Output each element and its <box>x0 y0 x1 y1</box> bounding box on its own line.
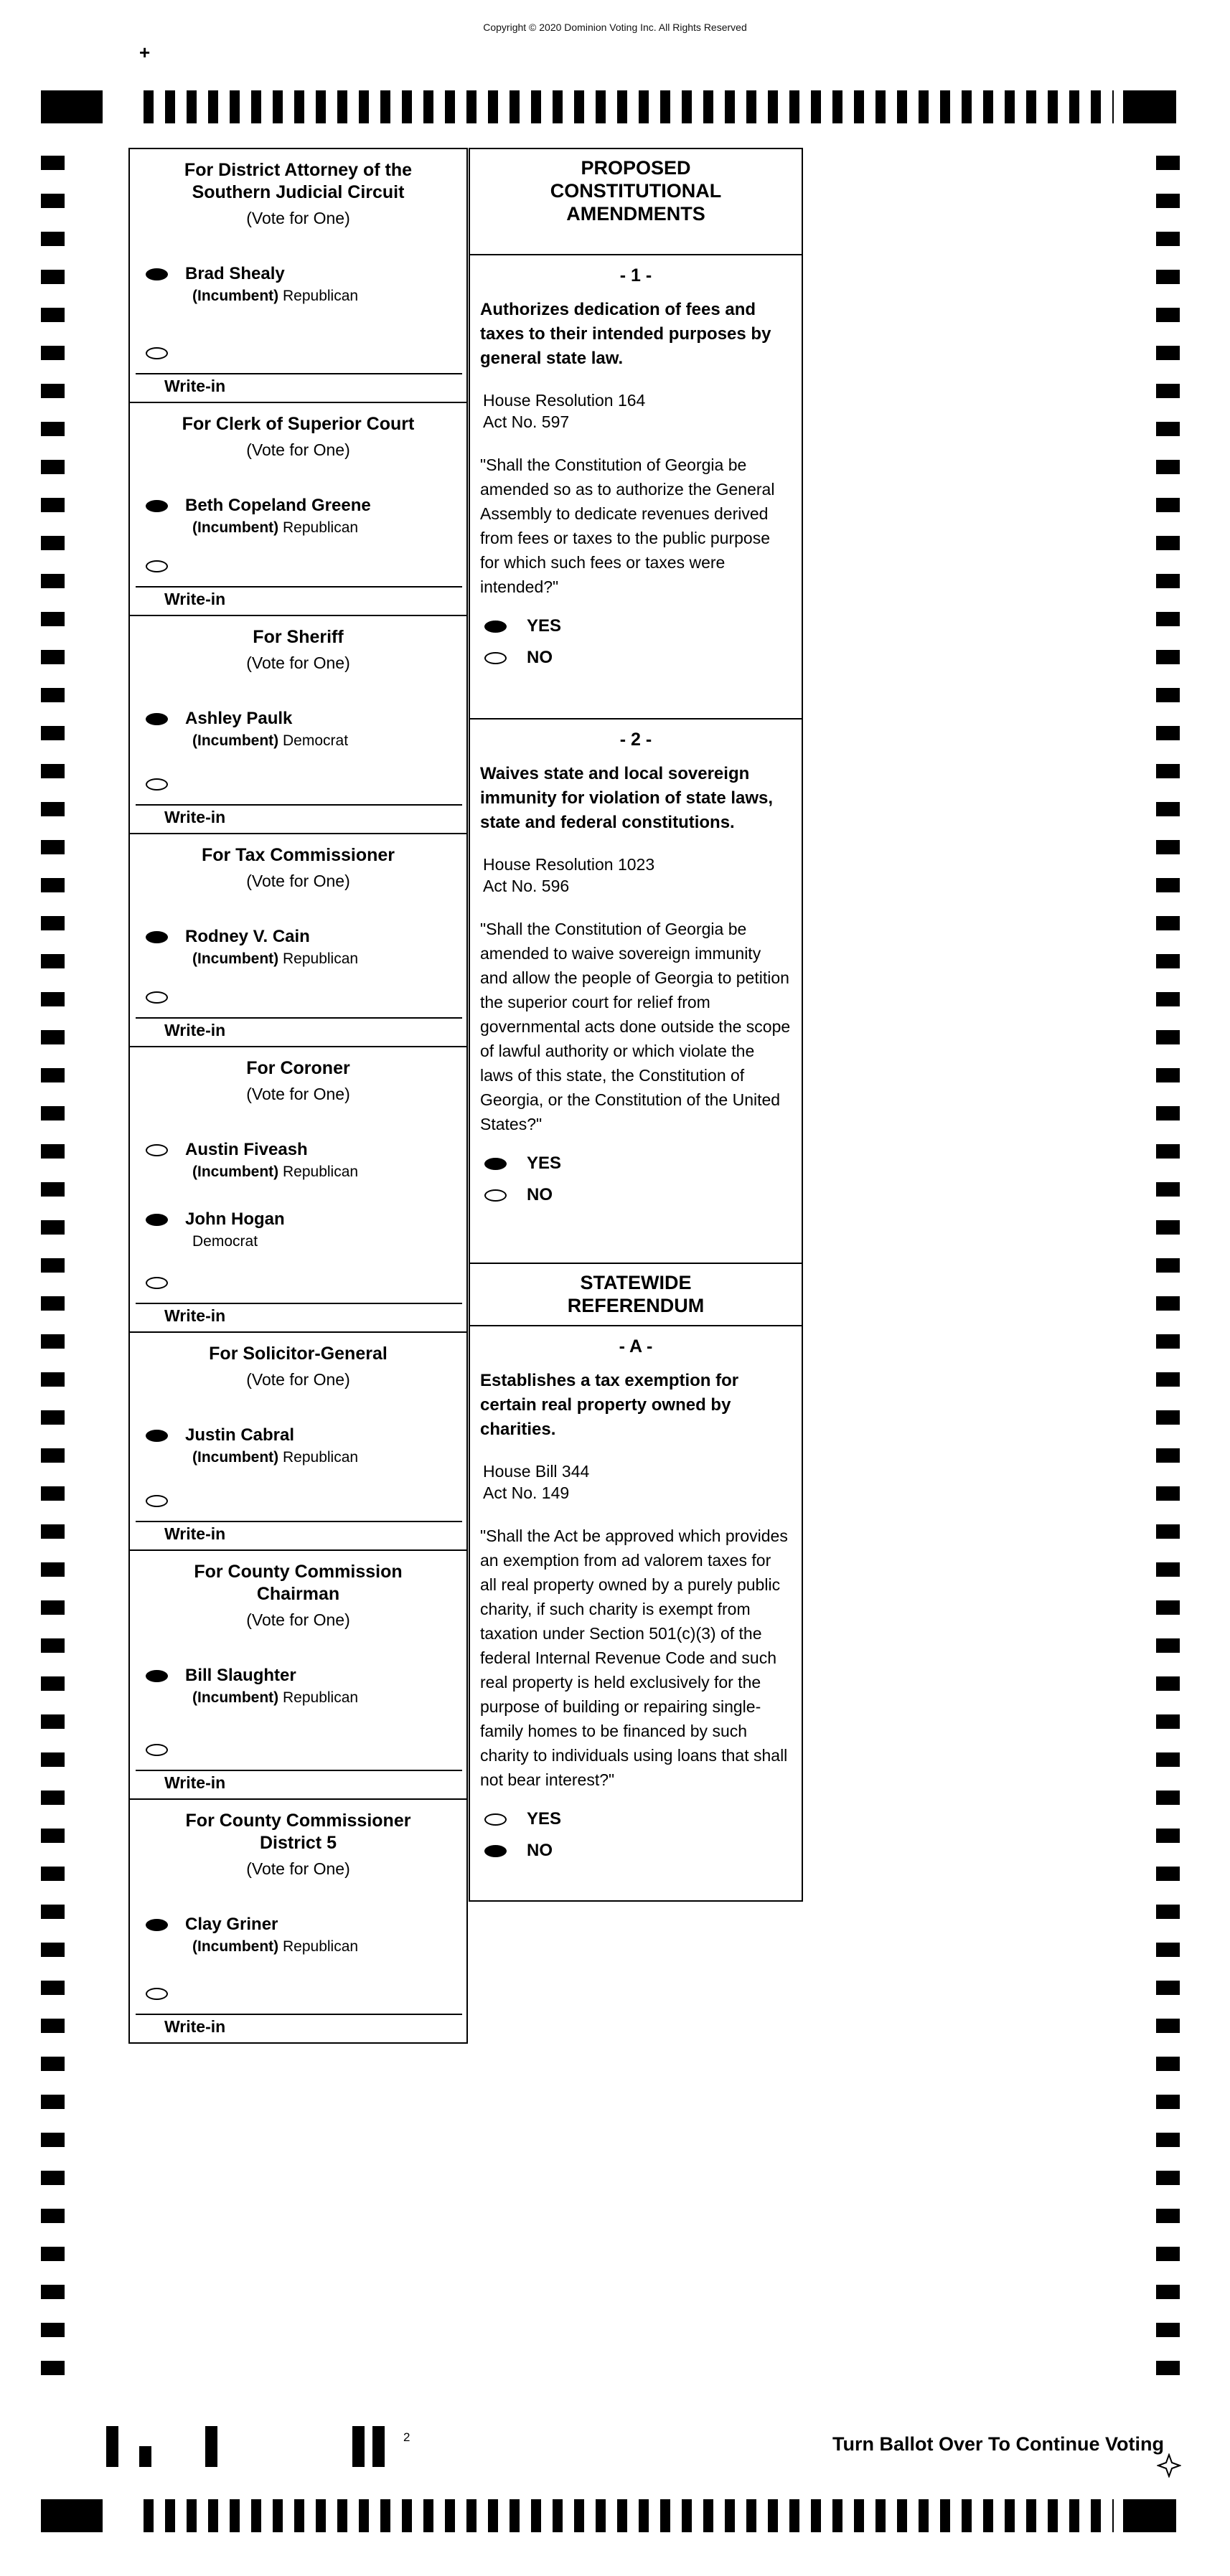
contest-district-attorney <box>130 149 466 403</box>
option-no <box>480 1841 792 1861</box>
four-point-star-icon <box>1157 2453 1181 2478</box>
candidate-name: Clay Griner <box>185 1915 278 1934</box>
contest-title: For County Commission Chairman <box>194 1562 403 1604</box>
candidate-name: John Hogan <box>185 1209 285 1229</box>
option-yes <box>480 1153 792 1174</box>
contest-county-commissioner-district-5 <box>130 1800 466 2042</box>
candidate-row <box>146 1915 459 1955</box>
contest-title: For Solicitor-General <box>209 1344 388 1364</box>
write-in-label: Write-in <box>164 1021 226 1039</box>
timing-block-top-left <box>41 90 103 123</box>
sequence-number: 2 <box>403 2430 410 2444</box>
write-in-oval[interactable] <box>146 1495 168 1507</box>
contest-instruction: (Vote for One) <box>246 654 350 672</box>
contest-instruction: (Vote for One) <box>246 440 350 459</box>
candidate-row <box>146 1666 459 1707</box>
candidate-text <box>185 927 358 968</box>
write-in-label: Write-in <box>164 590 226 608</box>
contest-header <box>130 1807 466 1879</box>
vote-oval[interactable] <box>484 1845 507 1857</box>
candidate-name: Justin Cabral <box>185 1425 295 1445</box>
contest-title: For Sheriff <box>253 627 344 647</box>
vote-oval[interactable] <box>484 652 507 664</box>
contest-title: For District Attorney of the Southern Judicial Circuit <box>184 160 413 202</box>
candidate-name: Bill Slaughter <box>185 1666 296 1685</box>
measure-referendum-a <box>470 1326 802 1900</box>
candidate-detail: (Incumbent) Republican <box>192 1164 359 1180</box>
measure-summary: Waives state and local sovereign immunity for violation of state laws, state and federal constitutions. <box>480 764 774 832</box>
timing-marks-left-rail <box>41 156 65 2395</box>
write-in-label: Write-in <box>164 2017 226 2036</box>
write-in-label: Write-in <box>164 1306 226 1325</box>
measure-number: - 2 - <box>619 730 652 750</box>
measure-reference: House Resolution 1023 Act No. 596 <box>483 855 655 895</box>
candidate-name: Beth Copeland Greene <box>185 496 371 515</box>
timing-marks-bottom <box>0 2499 1230 2532</box>
option-label: YES <box>527 1153 562 1173</box>
measure-question: "Shall the Constitution of Georgia be amended so as to authorize the General Assembly to dedicate revenues derived from fees or taxes to the public purpose for which such fees or taxes were intended?" <box>480 456 775 596</box>
write-in-oval[interactable] <box>146 1277 168 1289</box>
measure-question: "Shall the Act be approved which provides an exemption from ad valorem taxes for all real property owned by a purely public charity, if such charity is exempt from taxation under Section 501(c)(3) of the federal Internal Revenue Code and such real property is held exclusively for the purpose of building or repairing single-family homes to be financed by such charity to individuals using loans that shall not bear interest?" <box>480 1527 788 1789</box>
candidate-detail: (Incumbent) Democrat <box>192 732 349 749</box>
option-yes <box>480 616 792 636</box>
measure-number: - 1 - <box>619 265 652 286</box>
measure-options <box>480 1153 792 1205</box>
measure-number: - A - <box>619 1336 653 1357</box>
option-no <box>480 648 792 668</box>
measure-amendment-1 <box>470 255 802 720</box>
candidate-name: Ashley Paulk <box>185 709 293 728</box>
write-in-section <box>130 1277 466 1331</box>
vote-oval[interactable] <box>484 1158 507 1170</box>
contest-title: For Clerk of Superior Court <box>182 414 415 434</box>
write-in-oval[interactable] <box>146 347 168 359</box>
contest-instruction: (Vote for One) <box>246 1370 350 1389</box>
candidate-row <box>146 1140 459 1181</box>
amendments-header: PROPOSED CONSTITUTIONAL AMENDMENTS <box>470 149 802 255</box>
vote-oval[interactable] <box>146 268 168 280</box>
option-label: NO <box>527 1841 553 1860</box>
candidate-text <box>185 1666 358 1707</box>
candidate-detail: (Incumbent) Republican <box>192 519 359 536</box>
timing-marks-top <box>0 90 1230 123</box>
candidate-name: Austin Fiveash <box>185 1140 308 1159</box>
contest-title: For Coroner <box>246 1058 350 1078</box>
measure-reference: House Bill 344 Act No. 149 <box>483 1462 590 1502</box>
write-in-section <box>130 560 466 615</box>
timing-bars-top <box>144 90 1114 123</box>
candidate-row <box>146 927 459 968</box>
contests-column <box>128 148 468 2044</box>
write-in-label: Write-in <box>164 1773 226 1792</box>
option-label: YES <box>527 616 562 636</box>
write-in-oval[interactable] <box>146 560 168 572</box>
sequence-bar <box>139 2446 151 2467</box>
contest-header <box>130 841 466 891</box>
option-label: NO <box>527 648 553 667</box>
write-in-section <box>130 778 466 833</box>
write-in-section <box>130 1744 466 1798</box>
contest-instruction: (Vote for One) <box>246 872 350 890</box>
vote-oval[interactable] <box>484 1189 507 1202</box>
contest-county-commission-chairman <box>130 1551 466 1800</box>
write-in-section <box>130 991 466 1046</box>
write-in-section <box>130 1495 466 1549</box>
referendum-header: STATEWIDE REFERENDUM <box>470 1264 802 1326</box>
vote-oval[interactable] <box>146 713 168 725</box>
candidate-text <box>185 1425 358 1466</box>
vote-oval[interactable] <box>146 1430 168 1442</box>
measure-amendment-2 <box>470 720 802 1264</box>
write-in-section <box>130 347 466 402</box>
contest-instruction: (Vote for One) <box>246 1610 350 1629</box>
write-in-section <box>130 1988 466 2042</box>
candidate-text <box>185 709 348 750</box>
timing-block-top-right <box>1123 90 1176 123</box>
measure-reference: House Resolution 164 Act No. 597 <box>483 391 646 431</box>
contest-coroner <box>130 1047 466 1333</box>
contest-title: For Tax Commissioner <box>201 845 395 865</box>
vote-oval[interactable] <box>146 1919 168 1931</box>
option-label: YES <box>527 1809 562 1829</box>
candidate-text <box>185 1209 285 1250</box>
write-in-label: Write-in <box>164 1524 226 1543</box>
measure-question: "Shall the Constitution of Georgia be amended to waive sovereign immunity and allow the people of Georgia to petition the superior court for relief from governmental acts done outside the scope of lawful authority or which violate the laws of this state, the Constitution of Georgia, or the Constitution of the United States?" <box>480 920 791 1133</box>
vote-oval[interactable] <box>146 1144 168 1156</box>
write-in-oval[interactable] <box>146 991 168 1004</box>
sequence-bar <box>372 2426 385 2467</box>
timing-marks-right-rail <box>1156 156 1180 2395</box>
vote-oval[interactable] <box>146 931 168 943</box>
sequence-bar <box>352 2426 365 2467</box>
contest-tax-commissioner <box>130 834 466 1047</box>
contest-header <box>130 1340 466 1390</box>
candidate-row <box>146 709 459 750</box>
contest-header <box>130 1055 466 1104</box>
timing-block-bottom-right <box>1123 2499 1176 2532</box>
write-in-oval[interactable] <box>146 778 168 791</box>
vote-oval[interactable] <box>146 1670 168 1682</box>
turn-ballot-over-instruction: Turn Ballot Over To Continue Voting <box>832 2433 1164 2455</box>
vote-oval[interactable] <box>484 1813 507 1826</box>
contest-sheriff <box>130 616 466 834</box>
candidate-row <box>146 264 459 305</box>
contest-instruction: (Vote for One) <box>246 1085 350 1103</box>
vote-oval[interactable] <box>484 621 507 633</box>
contest-header <box>130 156 466 228</box>
candidate-text <box>185 1140 358 1181</box>
write-in-label: Write-in <box>164 377 226 395</box>
contest-header <box>130 410 466 460</box>
candidate-text <box>185 1915 358 1955</box>
candidate-name: Rodney V. Cain <box>185 927 310 946</box>
option-no <box>480 1185 792 1205</box>
contest-solicitor-general <box>130 1333 466 1551</box>
write-in-oval[interactable] <box>146 1744 168 1756</box>
timing-block-bottom-left <box>41 2499 103 2532</box>
candidate-detail: (Incumbent) Republican <box>192 950 359 967</box>
candidate-row <box>146 1209 459 1250</box>
measure-summary: Authorizes dedication of fees and taxes to their intended purposes by general state law. <box>480 300 771 368</box>
candidate-detail: (Incumbent) Republican <box>192 1938 359 1955</box>
candidate-text <box>185 264 358 305</box>
candidate-detail: (Incumbent) Republican <box>192 288 359 304</box>
write-in-label: Write-in <box>164 808 226 826</box>
contest-instruction: (Vote for One) <box>246 209 350 227</box>
candidate-detail: (Incumbent) Republican <box>192 1449 359 1466</box>
contest-header <box>130 623 466 673</box>
measures-column <box>469 148 803 1902</box>
option-label: NO <box>527 1185 553 1204</box>
candidate-row <box>146 496 459 537</box>
option-yes <box>480 1809 792 1829</box>
contest-title: For County Commissioner District 5 <box>185 1811 411 1853</box>
candidate-text <box>185 496 371 537</box>
sequence-bar <box>205 2426 217 2467</box>
contest-instruction: (Vote for One) <box>246 1859 350 1878</box>
copyright-line: Copyright © 2020 Dominion Voting Inc. All Rights Reserved <box>483 22 747 33</box>
measure-options <box>480 616 792 668</box>
write-in-oval[interactable] <box>146 1988 168 2000</box>
sequence-bar <box>106 2426 118 2467</box>
candidate-row <box>146 1425 459 1466</box>
vote-oval[interactable] <box>146 1214 168 1226</box>
candidate-detail: Democrat <box>192 1233 258 1250</box>
contest-clerk-superior-court <box>130 403 466 616</box>
contest-header <box>130 1558 466 1630</box>
measure-summary: Establishes a tax exemption for certain real property owned by charities. <box>480 1371 739 1439</box>
candidate-name: Brad Shealy <box>185 264 285 283</box>
measure-options <box>480 1809 792 1861</box>
timing-bars-bottom <box>144 2499 1114 2532</box>
registration-plus-mark: + <box>139 42 151 63</box>
candidate-detail: (Incumbent) Republican <box>192 1689 359 1706</box>
vote-oval[interactable] <box>146 500 168 512</box>
